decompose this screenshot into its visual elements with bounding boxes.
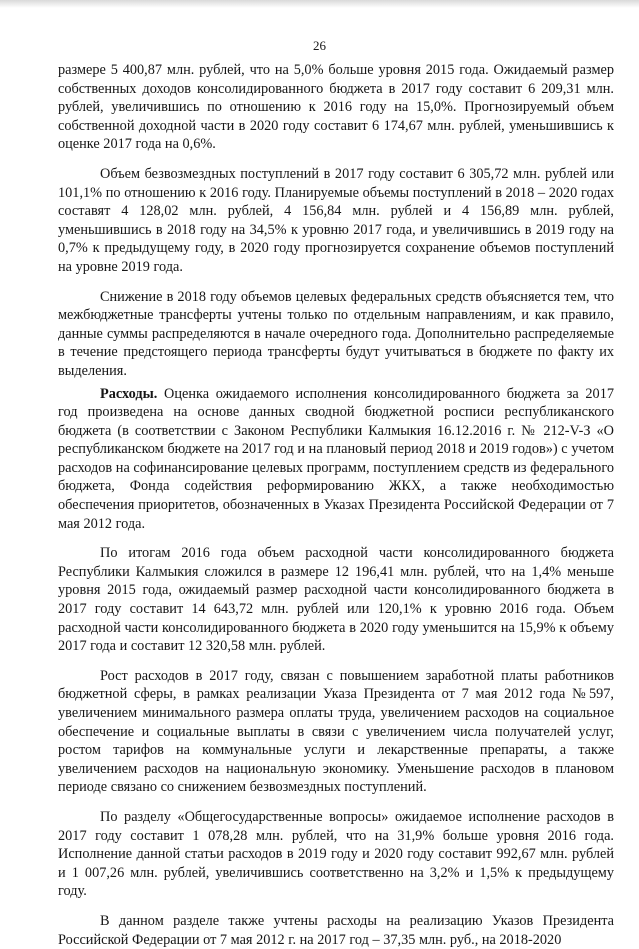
section-heading-expenses: Расходы. xyxy=(100,385,158,402)
paragraph-expenses-text: Оценка ожидаемого исполнения консолидированного бюджета за 2017 год произведена на основе данных сводной бюджетной росписи республиканского бюджета (в соответствии с Законом Республики Калмыкия 16.12.2016 г. № 212-V-З «О республиканском бюджете на 2017 год и на плановый период 2018 и 2019 годов») с учетом расходов на софинансирование целевых программ, поступлением средств из федерального бюджета, Фонда содействия реформированию ЖКХ, а также необходимостью обеспечения приоритетов, обозначенных в Указах Президента Российской Федерации от 7 мая 2012 года. xyxy=(58,385,614,532)
paragraph-general-issues: По разделу «Общегосударственные вопросы» ожидаемое исполнение расходов в 2017 году составит 1 078,28 млн. рублей, что на 31,9% больше уровня 2016 года. Исполнение данной статьи расходов в 2019 году и 2020 году составит 992,67 млн. рублей и 1 007,26 млн. рублей, увеличившись соответственно на 3,2% и 1,5% к предыдущему году. xyxy=(58,808,614,900)
scan-edge xyxy=(0,0,639,8)
paragraph-expenses xyxy=(58,385,614,534)
document-body xyxy=(58,61,614,949)
paragraph-expense-growth: Рост расходов в 2017 году, связан с повышением заработной платы работников бюджетной сферы, в рамках реализации Указа Президента от 7 мая 2012 года №597, увеличением минимального размера оплаты труда, увеличением расходов на социальное обеспечение и социальные выплаты в связи с увеличением числа получателей услуг, ростом тарифов на коммунальные услуги и лекарственные препараты, а также увеличением расходов на национальную экономику. Уменьшение расходов в плановом периоде связано со снижением безвозмездных поступлений. xyxy=(58,667,614,796)
paragraph-transfers: Объем безвозмездных поступлений в 2017 году составит 6 305,72 млн. рублей или 101,1% по отношению к 2016 году. Планируемые объемы поступлений в 2018 – 2020 годах составят 4 128,02 млн. рублей, 4 156,84 млн. рублей и 4 156,89 млн. рублей, уменьшившись в 2018 году на 34,5% к уровню 2017 года, и увеличившись в 2019 году на 0,7% к предыдущему году, в 2020 году прогнозируется сохранение объемов поступлений на уровне 2019 года. xyxy=(58,165,614,275)
paragraph-decrees: В данном разделе также учтены расходы на реализацию Указов Президента Российской Федерации от 7 мая 2012 г. на 2017 год – 37,35 млн. руб., на 2018-2020 xyxy=(58,912,614,948)
page-number: 26 xyxy=(313,38,326,53)
paragraph-2016-results: По итогам 2016 года объем расходной части консолидированного бюджета Республики Калмыкия сложился в размере 12 196,41 млн. рублей, что на 1,4% меньше уровня 2015 года, ожидаемый размер расходной части консолидированного бюджета в 2017 году составит 14 643,72 млн. рублей или 120,1% к уровню 2016 года. Объем расходной части консолидированного бюджета в 2020 году уменьшится на 15,9% к объему 2017 года и составит 12 320,58 млн. рублей. xyxy=(58,545,614,655)
paragraph-income: размере 5 400,87 млн. рублей, что на 5,0% больше уровня 2015 года. Ожидаемый размер собственных доходов консолидированного бюджета в 2017 году составит 6 209,31 млн. рублей, увеличившись по отношению к 2016 году на 15,0%. Прогнозируемый объем собственной доходной части в 2020 году составит 6 174,67 млн. рублей, уменьшившись к оценке 2017 года на 0,6%. xyxy=(58,62,614,153)
paragraph-federal-funds: Снижение в 2018 году объемов целевых федеральных средств объясняется тем, что межбюджетные трансферты учтены только по отдельным направлениям, и как правило, данные суммы распределяются в начале очередного года. Дополнительно распределяемые в течение предстоящего периода трансферты будут учитываться в бюджете по факту их выделения. xyxy=(58,288,614,379)
